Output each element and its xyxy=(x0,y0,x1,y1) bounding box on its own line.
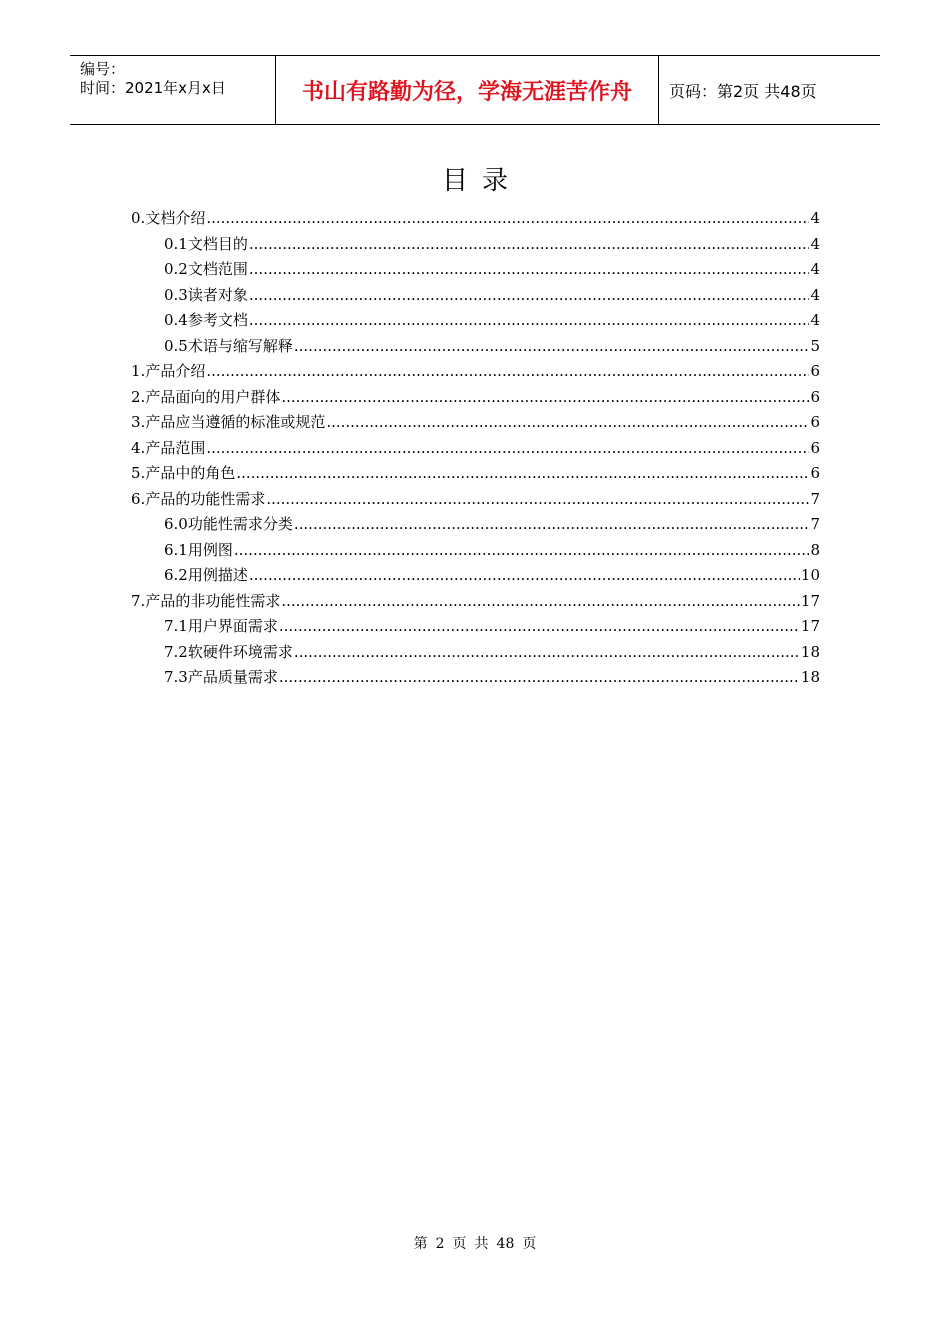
toc-entry-page: 4 xyxy=(810,260,820,278)
toc-entry-page: 7 xyxy=(810,515,820,533)
footer-total-pages: 48 xyxy=(496,1236,515,1252)
document-time-label: 时间：2021年x月x日 xyxy=(80,79,226,97)
toc-dot-leader xyxy=(206,206,809,232)
toc-entry-number: 5. xyxy=(131,464,146,482)
toc-dot-leader xyxy=(249,257,810,283)
toc-entry-title: 用例图 xyxy=(187,540,233,559)
toc-entry[interactable] xyxy=(131,640,820,666)
document-number-label: 编号： xyxy=(80,60,126,78)
toc-entry-title: 用例描述 xyxy=(187,566,248,584)
toc-entry-number: 1. xyxy=(131,362,146,380)
toc-entry-page: 6 xyxy=(810,438,820,457)
page-footer xyxy=(0,1233,950,1253)
toc-entry-page: 5 xyxy=(810,336,820,355)
toc-entry-page: 6 xyxy=(810,387,820,406)
toc-entry-title: 参考文档 xyxy=(187,311,248,329)
toc-entry-number: 0.4 xyxy=(164,311,188,329)
table-of-contents xyxy=(131,206,820,691)
toc-dot-leader xyxy=(279,614,800,640)
toc-entry-title: 读者对象 xyxy=(187,285,248,304)
toc-entry[interactable] xyxy=(131,359,820,385)
toc-entry[interactable] xyxy=(131,461,820,487)
toc-entry-number: 7.1 xyxy=(164,617,188,635)
footer-part: 第 xyxy=(413,1236,428,1252)
toc-dot-leader xyxy=(326,410,809,436)
toc-entry[interactable] xyxy=(131,385,820,411)
toc-entry-page: 8 xyxy=(810,540,820,559)
toc-dot-leader xyxy=(279,665,800,691)
header-meta xyxy=(70,56,276,124)
toc-entry-number: 0.5 xyxy=(164,336,188,355)
footer-part: 页 xyxy=(522,1236,537,1252)
toc-dot-leader xyxy=(249,308,810,334)
toc-entry-title: 术语与缩写解释 xyxy=(187,336,293,355)
toc-dot-leader xyxy=(234,538,810,564)
toc-entry-title: 功能性需求分类 xyxy=(187,515,293,533)
toc-dot-leader xyxy=(294,640,800,666)
footer-part: 共 xyxy=(474,1236,489,1252)
toc-dot-leader xyxy=(249,563,800,589)
toc-entry[interactable] xyxy=(131,589,820,615)
toc-entry-title: 文档介绍 xyxy=(145,209,206,227)
toc-dot-leader xyxy=(206,436,809,462)
toc-entry-number: 7.2 xyxy=(164,642,188,661)
toc-entry[interactable] xyxy=(131,334,820,360)
toc-entry-page: 10 xyxy=(800,566,820,584)
header-motto: 书山有路勤为径，学海无涯苦作舟 xyxy=(276,56,659,124)
toc-entry[interactable] xyxy=(131,232,820,258)
toc-entry-number: 7. xyxy=(131,591,146,610)
toc-entry-title: 产品的非功能性需求 xyxy=(145,591,281,610)
toc-dot-leader xyxy=(206,359,809,385)
toc-entry-title: 产品介绍 xyxy=(145,362,206,380)
toc-entry-title: 产品范围 xyxy=(145,438,206,457)
toc-entry-page: 4 xyxy=(810,234,820,253)
toc-entry-title: 用户界面需求 xyxy=(187,617,278,635)
toc-dot-leader xyxy=(266,487,809,513)
toc-entry[interactable] xyxy=(131,410,820,436)
toc-entry-number: 2. xyxy=(131,387,146,406)
toc-entry[interactable] xyxy=(131,257,820,283)
toc-entry-page: 7 xyxy=(810,489,820,508)
toc-entry-number: 0.1 xyxy=(164,234,188,253)
toc-entry-page: 6 xyxy=(810,413,820,431)
toc-entry-page: 17 xyxy=(800,617,820,635)
toc-entry-page: 18 xyxy=(800,642,820,661)
toc-entry-number: 0.2 xyxy=(164,260,188,278)
toc-entry[interactable] xyxy=(131,512,820,538)
toc-dot-leader xyxy=(236,461,809,487)
toc-entry[interactable] xyxy=(131,665,820,691)
toc-dot-leader xyxy=(281,589,800,615)
toc-entry-number: 4. xyxy=(131,438,146,457)
toc-entry-page: 4 xyxy=(810,209,820,227)
toc-entry-title: 产品应当遵循的标准或规范 xyxy=(145,413,326,431)
toc-dot-leader xyxy=(281,385,809,411)
toc-entry[interactable] xyxy=(131,308,820,334)
toc-dot-leader xyxy=(249,283,810,309)
toc-entry-page: 18 xyxy=(800,668,820,686)
toc-entry[interactable] xyxy=(131,538,820,564)
page-header xyxy=(70,55,880,125)
toc-entry-number: 6.0 xyxy=(164,515,188,533)
toc-entry[interactable] xyxy=(131,206,820,232)
toc-entry[interactable] xyxy=(131,487,820,513)
toc-entry-number: 3. xyxy=(131,413,146,431)
toc-entry-page: 4 xyxy=(810,285,820,304)
toc-entry[interactable] xyxy=(131,436,820,462)
toc-entry-number: 0.3 xyxy=(164,285,188,304)
toc-entry-number: 6.2 xyxy=(164,566,188,584)
footer-part: 页 xyxy=(452,1236,467,1252)
toc-entry-page: 17 xyxy=(800,591,820,610)
toc-entry[interactable] xyxy=(131,614,820,640)
toc-entry-page: 6 xyxy=(810,464,820,482)
toc-entry-title: 产品质量需求 xyxy=(187,668,278,686)
toc-dot-leader xyxy=(294,512,810,538)
toc-entry-page: 6 xyxy=(810,362,820,380)
toc-entry-number: 7.3 xyxy=(164,668,188,686)
footer-page-number: 2 xyxy=(435,1236,445,1252)
toc-entry-number: 6.1 xyxy=(164,540,188,559)
toc-title: 目录 xyxy=(441,166,522,196)
header-page-info: 页码：第2页 共48页 xyxy=(669,81,817,101)
toc-entry-title: 文档目的 xyxy=(187,234,248,253)
toc-entry-title: 产品面向的用户群体 xyxy=(145,387,281,406)
toc-dot-leader xyxy=(249,232,810,258)
toc-entry[interactable] xyxy=(131,283,820,309)
toc-entry[interactable] xyxy=(131,563,820,589)
toc-entry-title: 文档范围 xyxy=(187,260,248,278)
toc-entry-page: 4 xyxy=(810,311,820,329)
toc-entry-title: 产品中的角色 xyxy=(145,464,236,482)
toc-dot-leader xyxy=(294,334,810,360)
toc-entry-title: 产品的功能性需求 xyxy=(145,489,266,508)
toc-entry-title: 软硬件环境需求 xyxy=(187,642,293,661)
toc-entry-number: 6. xyxy=(131,489,146,508)
toc-entry-number: 0. xyxy=(131,209,146,227)
